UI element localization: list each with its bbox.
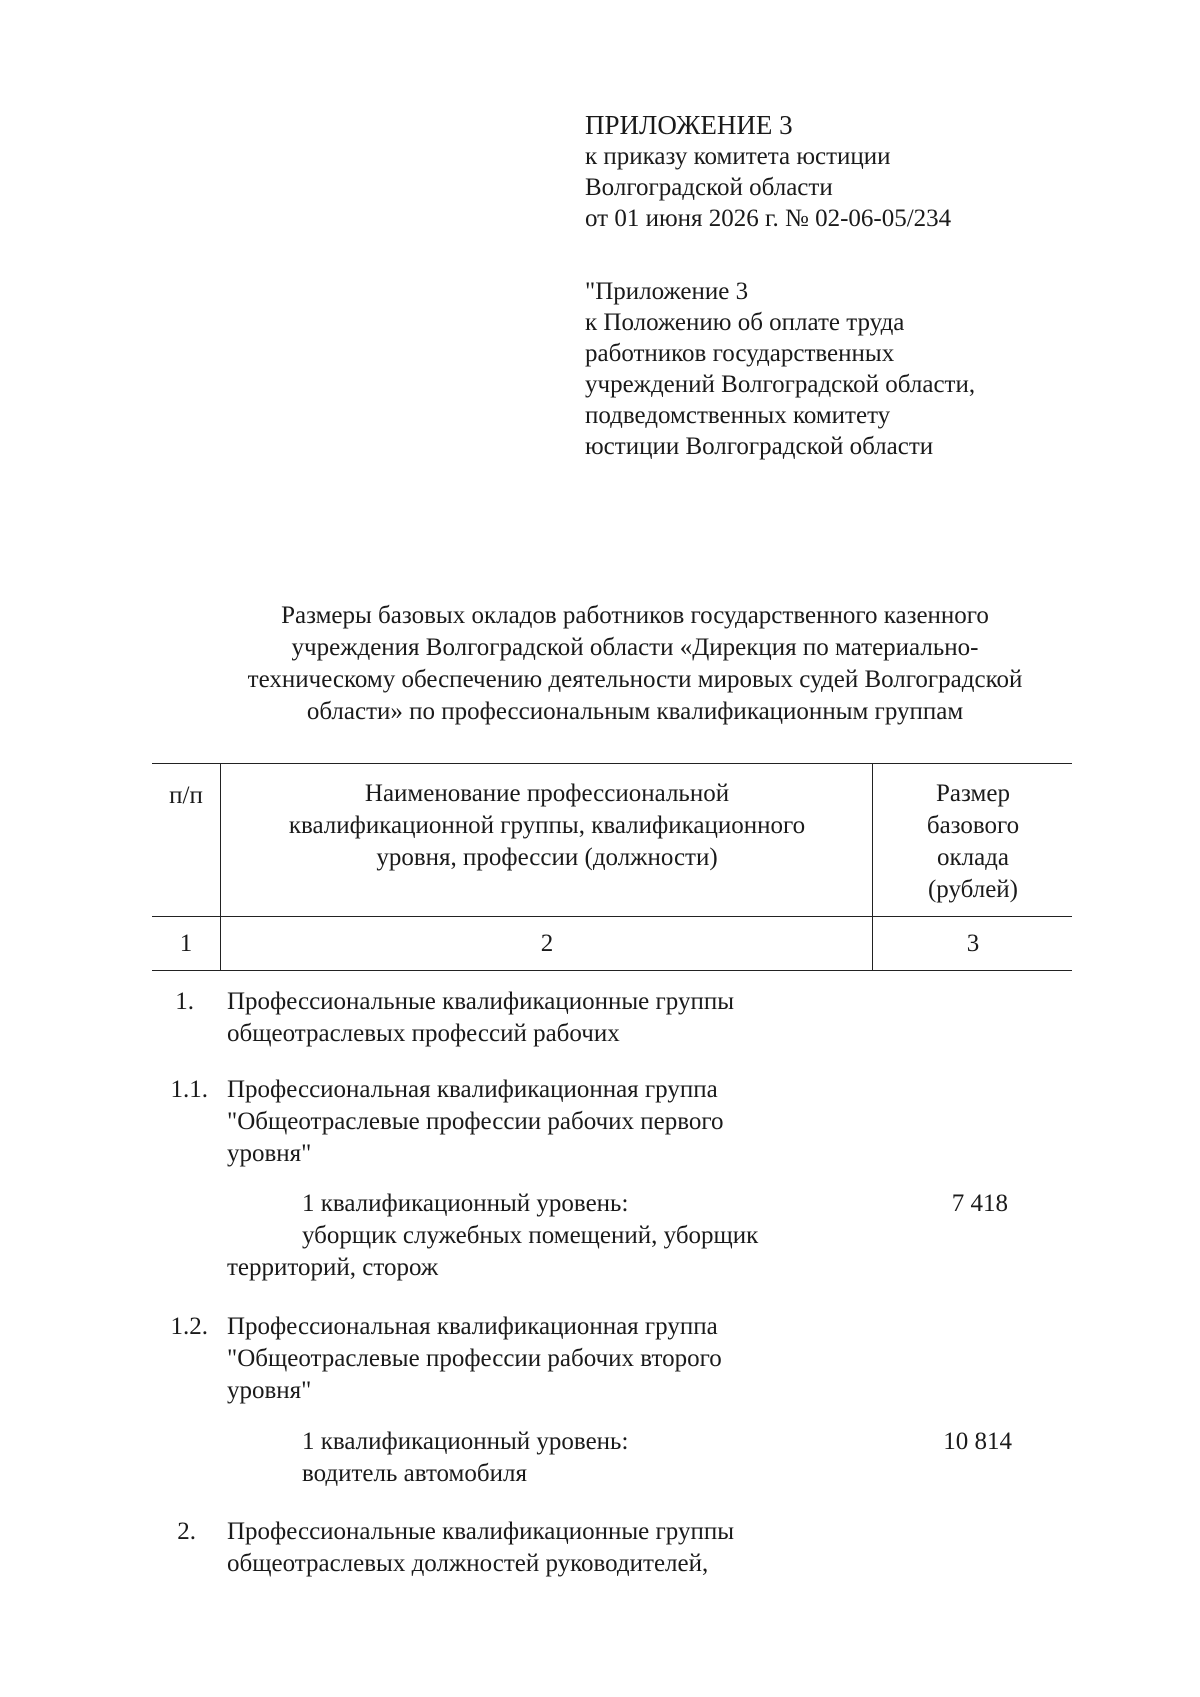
header-line: Наименование профессиональной (364, 780, 730, 807)
heading-line: Размеры базовых окладов работников государственного казенного (281, 602, 989, 629)
group-title-line: Профессиональная квалификационная группа (227, 1076, 718, 1103)
salary-value: 10 814 (943, 1428, 1012, 1455)
header-line: базового (926, 812, 1020, 839)
group-title (227, 1074, 724, 1170)
appendix-line: от 01 июня 2026 г. № 02-06-05/234 (585, 205, 952, 232)
header-line: квалификационной группы, квалификационного (288, 812, 806, 839)
column-number-3: 3 (966, 930, 980, 957)
appendix-ref-line: юстиции Волгоградской области (585, 433, 934, 460)
table-header-divider (152, 916, 1072, 917)
group-title-line: "Общеотраслевые профессии рабочих второго (227, 1345, 722, 1372)
heading-line: техническому обеспечению деятельности мировых судей Волгоградской (247, 666, 1023, 693)
table-top-border (152, 763, 1072, 764)
group-title-line: уровня" (227, 1140, 312, 1167)
heading-line: учреждения Волгоградской области «Дирекция по материально- (291, 634, 979, 661)
heading-line: области» по профессиональным квалификационным группам (306, 698, 964, 725)
group-title (227, 986, 734, 1050)
header-col-name (222, 778, 872, 874)
appendix-line: Волгоградской области (585, 174, 833, 201)
group-title-line: общеотраслевых должностей руководителей, (227, 1550, 709, 1577)
header-line: Размер (936, 780, 1010, 807)
column-number-1: 1 (179, 930, 193, 957)
header-col-number: п/п (169, 782, 203, 809)
table-col-divider (872, 763, 873, 970)
group-title-line: Профессиональная квалификационная группа (227, 1313, 718, 1340)
appendix-ref-line: учреждений Волгоградской области, (585, 371, 976, 398)
appendix-ref-line: работников государственных (585, 340, 895, 367)
group-title-line: уровня" (227, 1377, 312, 1404)
header-line: (рублей) (927, 876, 1019, 903)
group-title (227, 1311, 722, 1407)
salary-value: 7 418 (951, 1190, 1008, 1217)
table-bottom-border (152, 970, 1072, 971)
column-number-2: 2 (540, 930, 554, 957)
group-title-line: "Общеотраслевые профессии рабочих первого (227, 1108, 724, 1135)
document-heading (170, 600, 1100, 728)
group-title-line: Профессиональные квалификационные группы (227, 988, 735, 1015)
row-number: 1.2. (170, 1313, 208, 1340)
position-list: водитель автомобиля (302, 1460, 527, 1487)
appendix-title: ПРИЛОЖЕНИЕ 3 (585, 110, 793, 140)
appendix-ref-line: "Приложение 3 (585, 278, 749, 305)
row-number: 1.1. (170, 1076, 208, 1103)
group-title (227, 1516, 734, 1580)
qualification-level: 1 квалификационный уровень: (302, 1428, 629, 1455)
appendix-header (585, 110, 951, 234)
group-title-line: Профессиональные квалификационные группы (227, 1518, 735, 1545)
qualification-level: 1 квалификационный уровень: (302, 1190, 629, 1217)
position-list: территорий, сторож (227, 1254, 439, 1281)
header-col-salary (874, 778, 1072, 906)
appendix-ref-line: подведомственных комитету (585, 402, 891, 429)
table-col-divider (220, 763, 221, 970)
appendix-ref-line: к Положению об оплате труда (585, 309, 905, 336)
appendix-line: к приказу комитета юстиции (585, 143, 891, 170)
header-line: уровня, профессии (должности) (376, 844, 718, 871)
row-number: 1. (175, 988, 194, 1015)
appendix-reference (585, 276, 975, 462)
position-list: уборщик служебных помещений, уборщик (302, 1222, 759, 1249)
group-title-line: общеотраслевых профессий рабочих (227, 1020, 620, 1047)
row-number: 2. (177, 1518, 196, 1545)
header-line: оклада (936, 844, 1010, 871)
